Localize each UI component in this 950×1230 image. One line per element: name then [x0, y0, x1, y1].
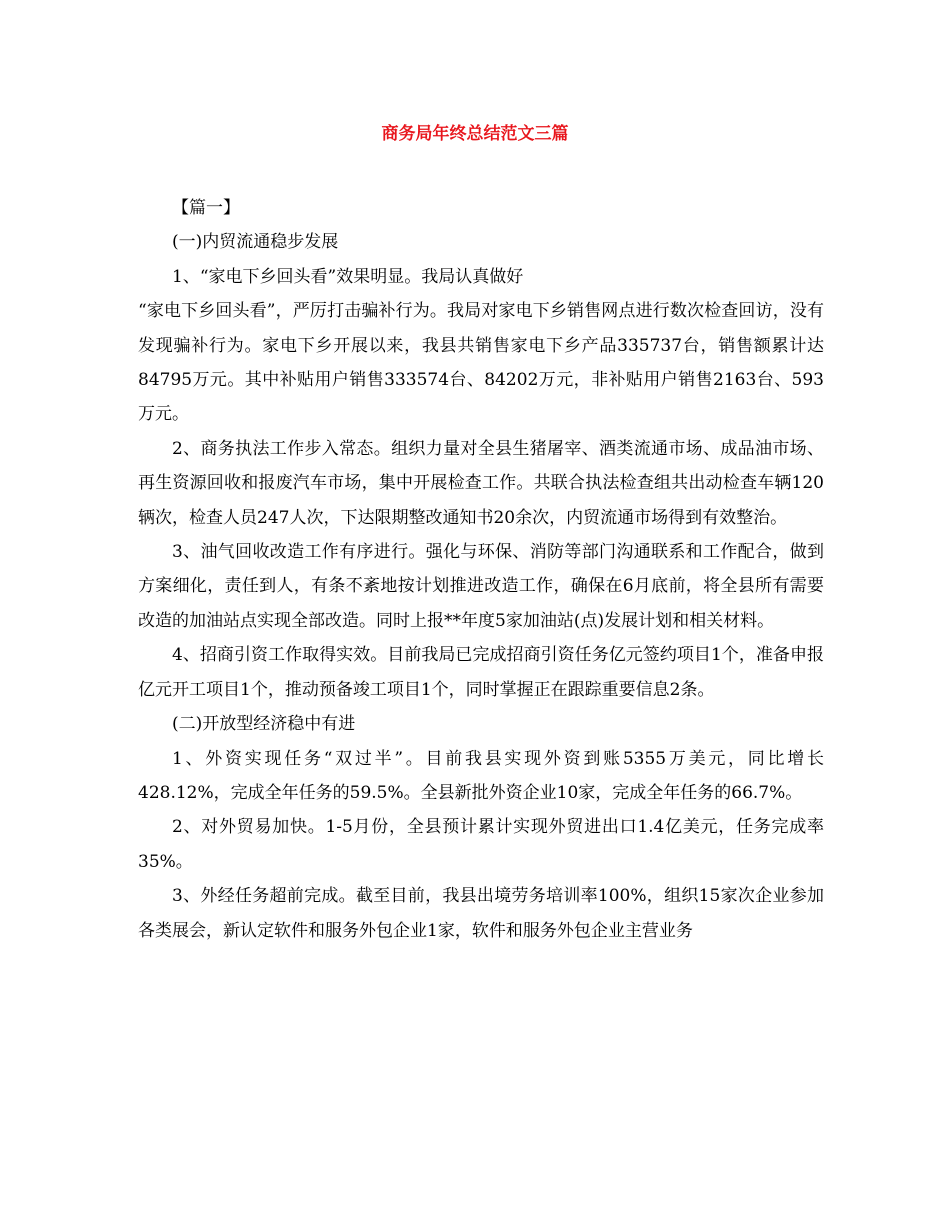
paragraph-appliances-review-detail: “家电下乡回头看”，严厉打击骗补行为。我局对家电下乡销售网点进行数次检查回访，没有发现骗补行为。家电下乡开展以来，我县共销售家电下乡产品335737台，销售额累计达84795万元。其中补贴用户销售333574台、84202万元，非补贴用户销售2163台、593万元。: [138, 301, 824, 425]
section-heading-part-one: 【篇一】: [172, 198, 240, 218]
subsection-heading-domestic-trade: (一)内贸流通稳步发展: [172, 232, 339, 253]
paragraph-investment-promotion: 4、招商引资工作取得实效。目前我局已完成招商引资任务亿元签约项目1个，准备申报亿元开工项目1个，推动预备竣工项目1个，同时掌握正在跟踪重要信息2条。: [138, 645, 824, 700]
paragraph-foreign-investment: 1、外资实现任务“双过半”。目前我县实现外资到账5355万美元，同比增长428.12%，完成全年任务的59.5%。全县新批外资企业10家，完成全年任务的66.7%。: [138, 748, 824, 803]
paragraph-appliances-review-intro: 1、“家电下乡回头看”效果明显。我局认真做好: [172, 266, 524, 287]
paragraph-foreign-economic: 3、外经任务超前完成。截至目前，我县出境劳务培训率100%，组织15家次企业参加各类展会，新认定软件和服务外包企业1家，软件和服务外包企业主营业务: [138, 886, 824, 941]
document-body: [138, 191, 824, 948]
paragraph-foreign-trade: 2、对外贸易加快。1-5月份，全县预计累计实现外贸进出口1.4亿美元，任务完成率35%。: [138, 817, 824, 872]
subsection-heading-open-economy: (二)开放型经济稳中有进: [172, 714, 356, 735]
paragraph-commerce-enforcement: 2、商务执法工作步入常态。组织力量对全县生猪屠宰、酒类流通市场、成品油市场、再生资源回收和报废汽车市场，集中开展检查工作。共联合执法检查组共出动检查车辆120辆次，检查人员247人次，下达限期整改通知书20余次，内贸流通市场得到有效整治。: [138, 438, 824, 528]
paragraph-vapor-recovery: 3、油气回收改造工作有序进行。强化与环保、消防等部门沟通联系和工作配合，做到方案细化，责任到人，有条不紊地按计划推进改造工作，确保在6月底前，将全县所有需要改造的加油站点实现全部改造。同时上报**年度5家加油站(点)发展计划和相关材料。: [138, 542, 824, 631]
document-title: 商务局年终总结范文三篇: [381, 124, 569, 144]
